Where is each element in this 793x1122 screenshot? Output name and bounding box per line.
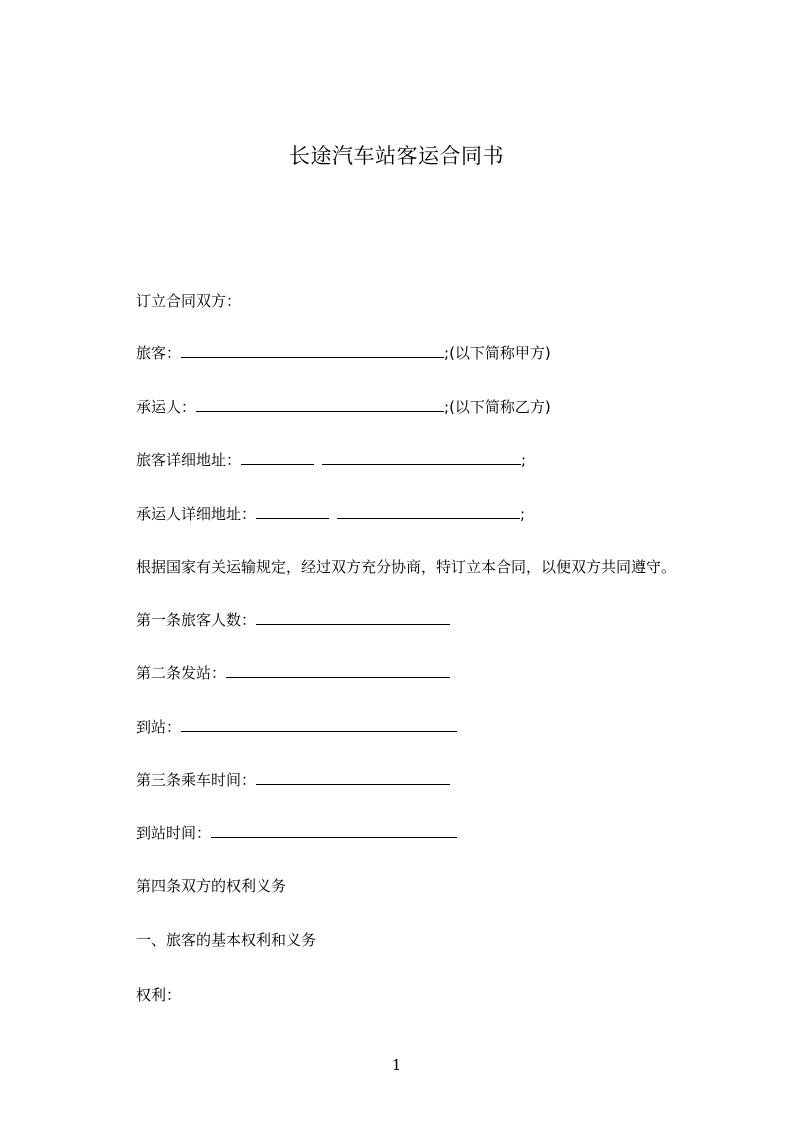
passenger-address-blank-2[interactable] [322,449,521,465]
passenger-count-blank[interactable] [256,609,450,625]
article2-line [136,662,450,684]
document-title: 长途汽车站客运合同书 [289,144,504,168]
preamble-text: 根据国家有关运输规定，经过双方充分协商，特订立本合同，以便双方共同遵守。 [136,558,677,576]
page-number: 1 [391,1056,402,1074]
passenger-suffix: ;(以下简称甲方) [444,344,551,362]
departure-station-blank[interactable] [226,662,450,678]
arrival-station-line [136,716,457,738]
arrival-time-label: 到站时间： [136,824,212,842]
passenger-address-suffix: ; [521,451,527,469]
article4-heading: 第四条双方的权利义务 [136,877,287,895]
carrier-line [136,396,551,418]
carrier-address-line [136,503,525,525]
article3-line [136,769,450,791]
passenger-address-blank-1[interactable] [241,449,314,465]
article1-label: 第一条旅客人数： [136,611,257,629]
departure-time-blank[interactable] [256,769,450,785]
article1-line [136,609,450,631]
carrier-blank[interactable] [196,396,444,412]
arrival-time-blank[interactable] [211,822,457,838]
article2-label: 第二条发站： [136,664,227,682]
section1-heading: 一、旅客的基本权利和义务 [136,931,317,949]
carrier-address-blank-1[interactable] [256,503,329,519]
carrier-address-suffix: ; [520,505,526,523]
arrival-time-line [136,822,457,844]
passenger-line [136,342,551,364]
passenger-address-label: 旅客详细地址： [136,451,242,469]
arrival-station-label: 到站： [136,718,182,736]
rights-label: 权利： [136,986,182,1004]
article3-label: 第三条乘车时间： [136,771,257,789]
parties-heading: 订立合同双方： [136,292,242,310]
carrier-address-blank-2[interactable] [337,503,520,519]
passenger-label: 旅客： [136,344,182,362]
passenger-blank[interactable] [181,342,444,358]
carrier-address-label: 承运人详细地址： [136,505,257,523]
carrier-suffix: ;(以下简称乙方) [444,398,551,416]
arrival-station-blank[interactable] [181,716,457,732]
passenger-address-line [136,449,526,471]
carrier-label: 承运人： [136,398,197,416]
